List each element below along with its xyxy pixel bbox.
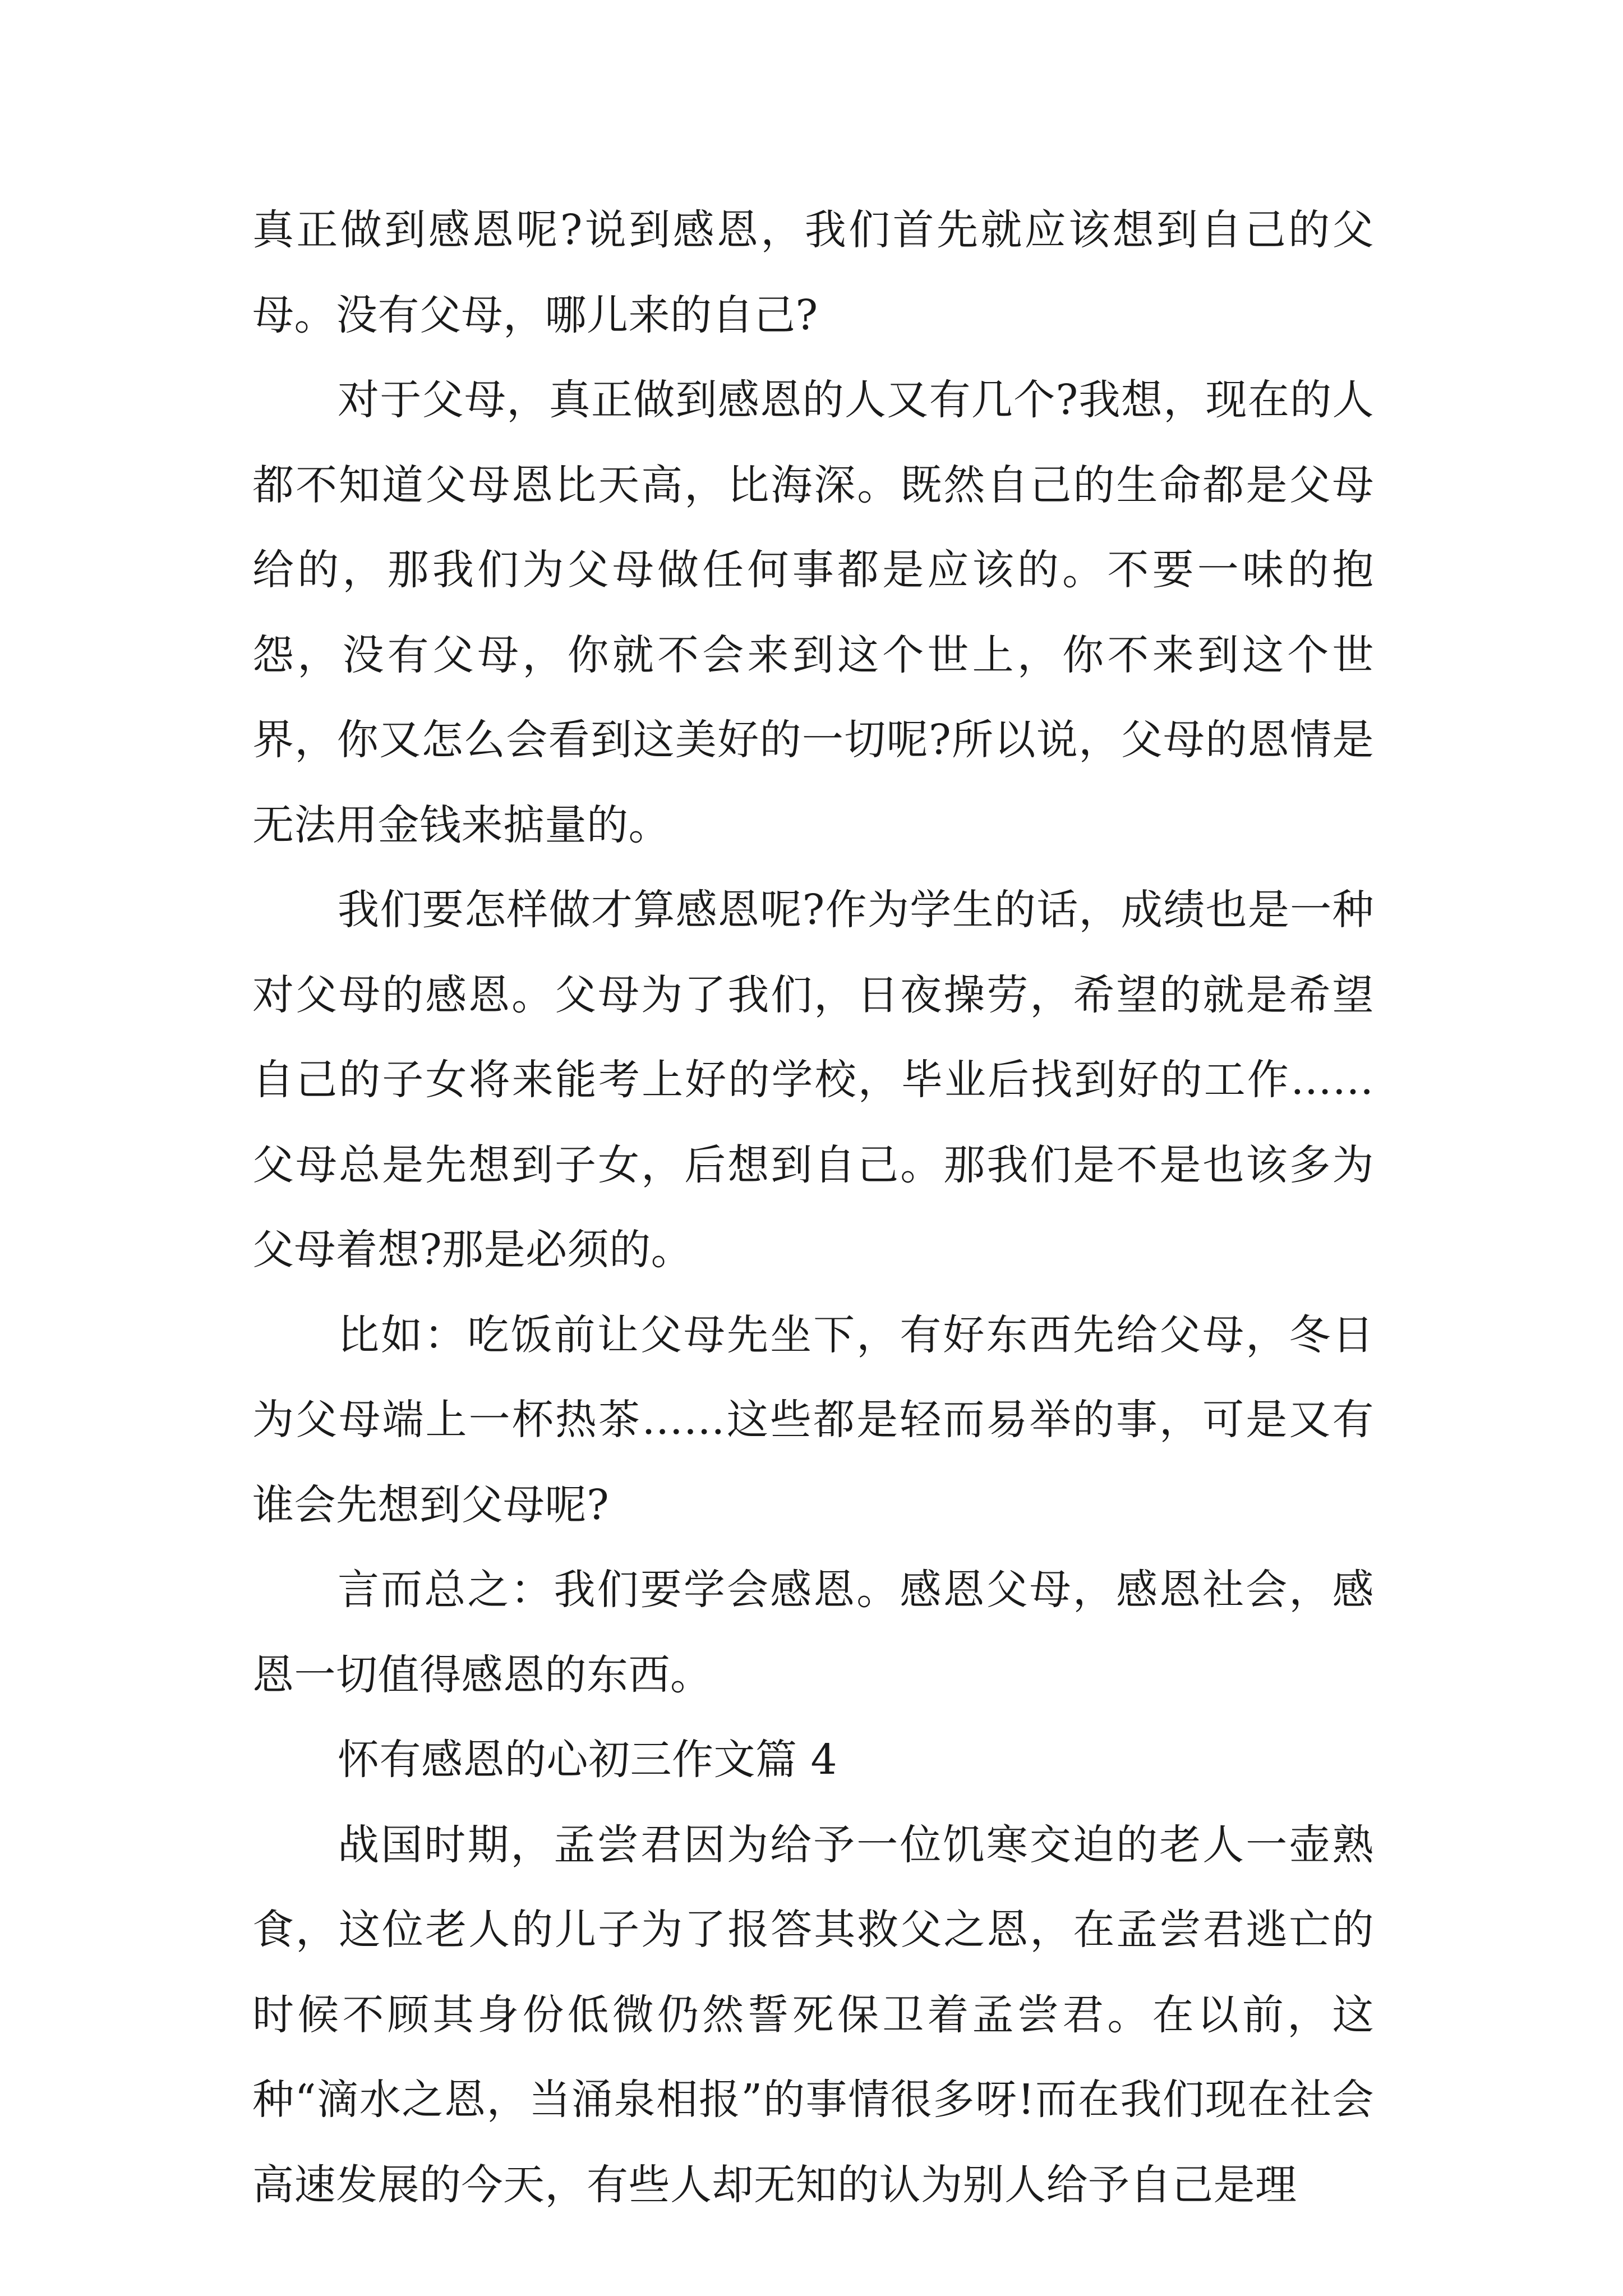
paragraph-6: 战国时期，孟尝君因为给予一位饥寒交迫的老人一壶熟食，这位老人的儿子为了报答其救父之恩，在孟尝君逃亡的时候不顾其身份低微仍然誓死保卫着孟尝君。在以前，这种“滴水之恩，当涌泉相报”的事情很多呀!而在我们现在社会高速发展的今天，有些人却无知的认为别人给予自己是理 (252, 1820, 1374, 2209)
paragraph-5: 言而总之：我们要学会感恩。感恩父母，感恩社会，感恩一切值得感恩的东西。 (252, 1566, 1374, 1699)
paragraph-3: 我们要怎样做才算感恩呢?作为学生的话，成绩也是一种对父母的感恩。父母为了我们，日夜操劳，希望的就是希望自己的子女将来能考上好的学校，毕业后找到好的工作……父母总是先想到子女，后想到自己。那我们是不是也该多为父母着想?那是必须的。 (252, 886, 1374, 1274)
essay-body (252, 188, 1374, 2228)
paragraph-1: 真正做到感恩呢?说到感恩，我们首先就应该想到自己的父母。没有父母，哪儿来的自己? (252, 206, 1374, 339)
paragraph-4: 比如：吃饭前让父母先坐下，有好东西先给父母，冬日为父母端上一杯热茶……这些都是轻而易举的事，可是又有谁会先想到父母呢? (252, 1310, 1374, 1529)
section-heading: 怀有感恩的心初三作文篇 4 (338, 1736, 838, 1784)
paragraph-2: 对于父母，真正做到感恩的人又有几个?我想，现在的人都不知道父母恩比天高，比海深。既然自己的生命都是父母给的，那我们为父母做任何事都是应该的。不要一味的抱怨，没有父母，你就不会来到这个世上，你不来到这个世界，你又怎么会看到这美好的一切呢?所以说，父母的恩情是无法用金钱来掂量的。 (252, 376, 1374, 849)
